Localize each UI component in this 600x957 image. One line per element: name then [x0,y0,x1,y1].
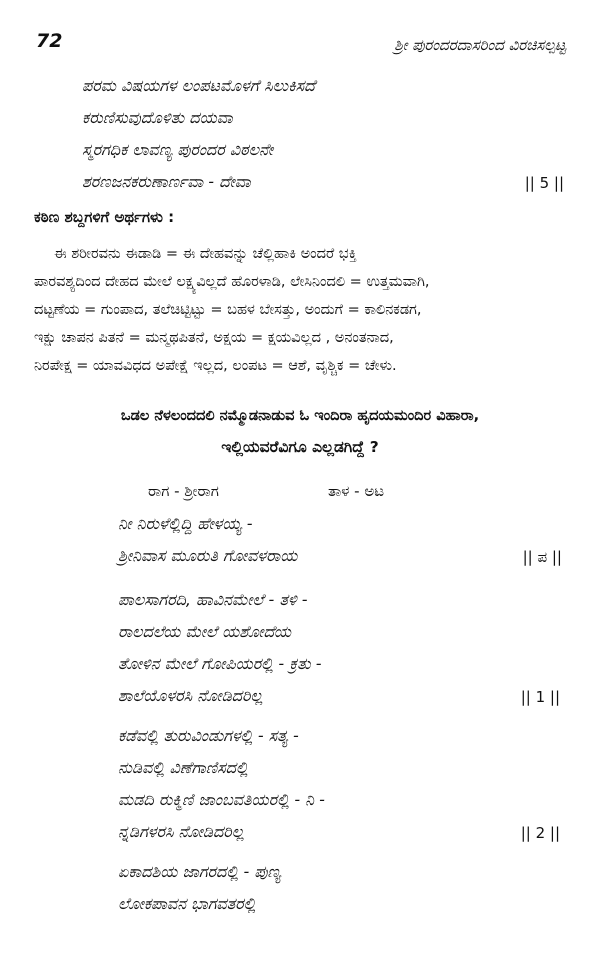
verse-line: ಶರಣಜನಕರುಣಾರ್ಣವಾ - ದೇವಾ [82,172,251,191]
verse-line: ರಾಲದಲೆಯ ಮೇಲೆ ಯಶೋದೆಯ [118,622,292,641]
verse-line: ಮಡದಿ ರುಕ್ಮಿಣಿ ಜಾಂಬವತಿಯರಲ್ಲಿ - ನಿ - [118,790,325,809]
verse-line: ತೋಳಿನ ಮೇಲೆ ಗೋಪಿಯರಲ್ಲಿ - ಕ್ರತು - [118,654,322,673]
stanza-number: || 1 || [520,688,560,706]
verse-line: ಪರಮ ವಿಷಯಗಳ ಲಂಪಟಮೊಳಗೆ ಸಿಲುಕಿಸದೆ [82,76,316,95]
verse-line: ಕಡೆವಲ್ಲಿ ತುರುವಿಂಡುಗಳಲ್ಲಿ - ಸತ್ಯ - [118,726,299,745]
page-number: 72 [36,30,63,52]
glossary-heading: ಕಠಿಣ ಶಬ್ದಗಳಿಗೆ ಅರ್ಥಗಳು : [34,208,175,226]
glossary-line: ಈ ಶರೀರವನು ಈಡಾಡಿ = ಈ ದೇಹವನ್ನು ಚೆಲ್ಲಿಹಾಕಿ ಅಂದರೆ ಭಕ್ತಿ [54,246,357,262]
verse-line: ಸ್ಮರಗಧಿಕ ಲಾವಣ್ಯ ಪುರಂದರ ವಿಠಲನೇ [82,140,274,159]
verse-line: ಕರುಣಿಸುವುದೊಳಿತು ದಯವಾ [82,108,233,127]
glossary-line: ದಟ್ಟಣೆಯ = ಗುಂಪಾದ, ತಲೆಚಿಟ್ಟಿಟ್ಟು = ಬಹಳ ಬೇಸತ್ತು, ಅಂದುಗೆ = ಕಾಲಿನಕಡಗ, [34,302,422,318]
verse-line: ಪಾಲಸಾಗರದಿ, ಹಾವಿನಮೇಲೆ - ತಳಿ - [118,590,308,609]
verse-line: ಏಕಾದಶಿಯ ಜಾಗರದಲ್ಲಿ - ಪುಣ್ಯ [118,862,281,881]
verse-line: ಶಾಲೆಯೊಳರಸಿ ನೋಡಿದರಿಲ್ಲ [118,686,263,705]
glossary-paragraph [34,240,564,380]
pallavi-marker: || ಪ || [522,548,562,566]
running-title: ಶ್ರೀ ಪುರಂದರದಾಸರಿಂದ ವಿರಚಿಸಲ್ಪಟ್ಟ [394,36,566,54]
verse-line: ನ್ನಡಿಗಳರಸಿ ನೋಡಿದರಿಲ್ಲ [118,822,245,841]
pallavi-line: ನೀ ನಿರುಳೆಲ್ಲಿದ್ದಿ ಹೇಳಯ್ಯ - [118,514,253,533]
stanza-number: || 5 || [524,174,564,192]
intro-line: ಒಡಲ ನೆಳಲಂದದಲಿ ನಮ್ಮೊಡನಾಡುವ ಓ ಇಂದಿರಾ ಹೃದಯಮಂದಿರ ವಿಹಾರಾ, [120,408,480,424]
stanza-number: || 2 || [520,824,560,842]
glossary-line: ಪಾರವಶ್ಯದಿಂದ ದೇಹದ ಮೇಲೆ ಲಕ್ಷ್ಯವಿಲ್ಲದೆ ಹೊರಳಾಡಿ, ಲೇಸಿನಿಂದಲಿ = ಉತ್ತಮವಾಗಿ, [34,274,430,290]
pallavi-line: ಶ್ರೀನಿವಾಸ ಮೂರುತಿ ಗೋವಳರಾಯ [118,546,298,565]
verse-line: ನುಡಿವಲ್ಲಿ ವಿಣೆಗಾಣಿಸದಲ್ಲಿ [118,758,249,777]
raga-label: ರಾಗ - ಶ್ರೀರಾಗ [148,482,219,500]
intro-question: ಇಲ್ಲಿಯವರೆವಿಗೂ ಎಲ್ಲಡಗಿದ್ದೆ ? [221,438,379,456]
glossary-line: ನಿರಪೇಕ್ಷ = ಯಾವವಿಧದ ಅಪೇಕ್ಷೆ ಇಲ್ಲದ, ಲಂಪಟ = ಆಶೆ, ವೃಶ್ಚಿಕ = ಚೇಳು. [34,358,397,374]
glossary-line: ಇಕ್ಷು ಚಾಪನ ಪಿತನೆ = ಮನ್ಮಥಪಿತನೆ, ಅಕ್ಷಯ = ಕ್ಷಯವಿಲ್ಲದ , ಅನಂತನಾದ, [34,330,394,346]
tala-label: ತಾಳ - ಅಟ [328,482,385,500]
verse-line: ಲೋಕಪಾವನ ಭಾಗವತರಲ್ಲಿ [118,894,256,913]
